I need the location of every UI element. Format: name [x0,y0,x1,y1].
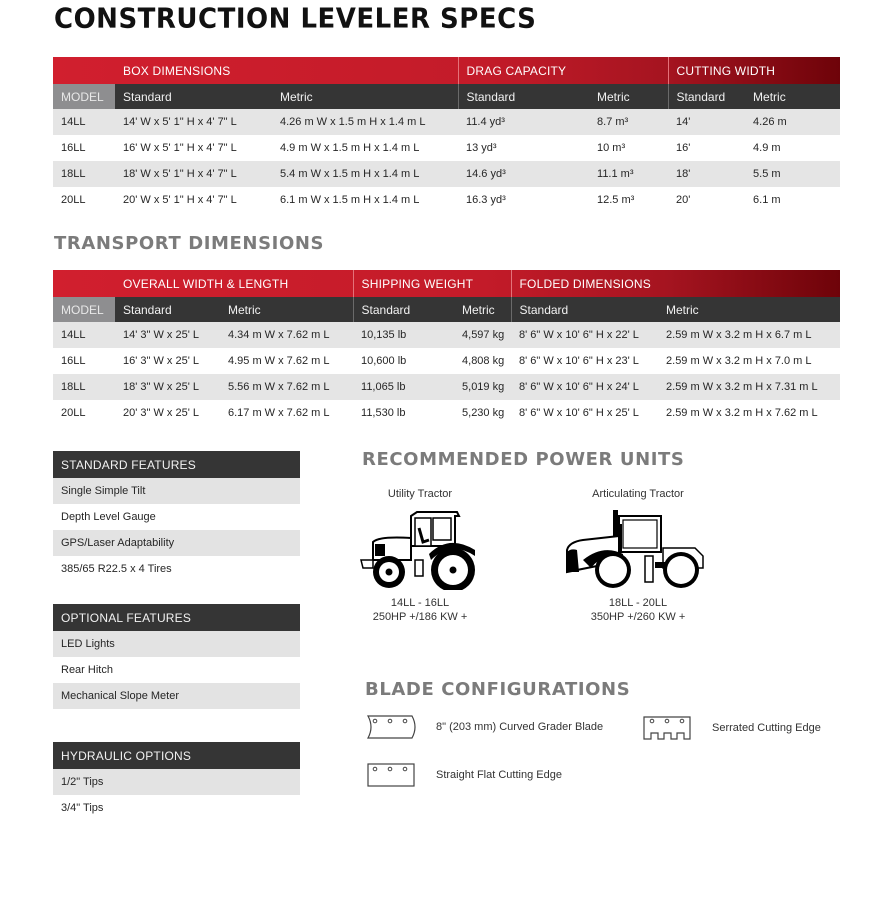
box-standard-cell: 16' W x 5' 1" H x 4' 7" L [123,142,237,154]
blade-label: 8" (203 mm) Curved Grader Blade [436,721,604,733]
drag-metric-cell: 8.7 m³ [589,109,668,135]
box-standard-cell: 18' W x 5' 1" H x 4' 7" L [115,161,272,187]
list-item: Single Simple Tilt [53,478,300,504]
fd-metric-cell: 2.59 m W x 3.2 m H x 7.0 m L [666,355,812,367]
col-drag-metric: Metric [589,84,668,109]
power-unit-power: 250HP +/186 KW + [372,611,468,623]
table-row [53,374,840,400]
sw-standard-cell: 11,530 lb [361,407,406,419]
box-metric-cell: 4.9 m W x 1.5 m H x 1.4 m L [280,142,420,154]
group-shipping-weight: SHIPPING WEIGHT [353,270,511,297]
fd-metric-cell: 2.59 m W x 3.2 m H x 7.31 m L [658,374,840,400]
blade-item-straight [366,762,562,788]
standard-features-box [53,451,300,582]
model-cell: 20LL [61,194,86,206]
sw-standard-cell: 10,135 lb [353,322,454,348]
blade-label: Serrated Cutting Edge [712,722,821,734]
list-item: Rear Hitch [61,664,113,676]
drag-standard-cell: 13 yd³ [466,142,497,154]
fd-metric-cell: 2.59 m W x 3.2 m H x 7.62 m L [666,407,818,419]
box-metric-cell: 4.26 m W x 1.5 m H x 1.4 m L [272,109,458,135]
list-item: GPS/Laser Adaptability [53,530,300,556]
blade-label: Straight Flat Cutting Edge [436,769,562,781]
ow-metric-cell: 5.56 m W x 7.62 m L [220,374,353,400]
power-unit-utility [355,488,485,624]
ow-standard-cell: 20' 3" W x 25' L [123,407,199,419]
table-row [53,348,840,374]
group-overall-width-length: OVERALL WIDTH & LENGTH [123,276,289,291]
table-row [53,400,840,426]
utility-tractor-icon [359,508,481,590]
articulating-tractor-icon [563,508,713,590]
fd-standard-cell: 8' 6" W x 10' 6" H x 24' L [511,374,658,400]
ow-metric-cell: 6.17 m W x 7.62 m L [228,407,330,419]
serrated-edge-icon [642,715,692,741]
ow-standard-cell: 16' 3" W x 25' L [123,355,199,367]
power-unit-articulating [568,488,708,624]
blade-configurations-title: BLADE CONFIGURATIONS [365,679,631,700]
group-cutting-width: CUTTING WIDTH [668,57,840,84]
list-item: Depth Level Gauge [61,511,156,523]
box-standard-cell: 14' W x 5' 1" H x 4' 7" L [115,109,272,135]
col-fd-standard: Standard [511,297,658,322]
blade-item-curved [366,714,603,740]
col-cut-metric: Metric [745,84,840,109]
table-row [53,322,840,348]
model-cell: 16LL [61,355,86,367]
col-box-metric: Metric [272,84,458,109]
drag-standard-cell: 14.6 yd³ [458,161,589,187]
ow-standard-cell: 18' 3" W x 25' L [115,374,220,400]
model-cell: 18LL [53,374,115,400]
power-unit-power: 350HP +/260 KW + [590,611,686,623]
col-ow-standard: Standard [115,297,220,322]
model-cell: 14LL [53,109,115,135]
model-cell: 20LL [61,407,86,419]
cut-metric-cell: 6.1 m [753,194,781,206]
drag-standard-cell: 11.4 yd³ [458,109,589,135]
fd-metric-cell: 2.59 m W x 3.2 m H x 6.7 m L [658,322,840,348]
list-item: LED Lights [53,631,300,657]
standard-features-title: STANDARD FEATURES [53,451,300,478]
sw-metric-cell: 5,230 kg [462,407,505,419]
table-row [53,161,840,187]
col-box-standard: Standard [115,84,272,109]
col-sw-standard: Standard [353,297,454,322]
fd-standard-cell: 8' 6" W x 10' 6" H x 22' L [511,322,658,348]
group-drag-capacity: DRAG CAPACITY [458,57,668,84]
drag-metric-cell: 11.1 m³ [589,161,668,187]
cut-metric-cell: 5.5 m [745,161,840,187]
fd-standard-cell: 8' 6" W x 10' 6" H x 23' L [519,355,639,367]
model-cell: 18LL [53,161,115,187]
hydraulic-options-title: HYDRAULIC OPTIONS [53,742,300,769]
power-unit-name: Articulating Tractor [592,488,684,500]
col-ow-metric: Metric [220,297,353,322]
cut-standard-cell: 14' [668,109,745,135]
drag-standard-cell: 16.3 yd³ [466,194,506,206]
list-item: 3/4" Tips [61,802,104,814]
optional-features-title: OPTIONAL FEATURES [53,604,300,631]
col-cut-standard: Standard [668,84,745,109]
blade-item-serrated [642,715,821,741]
col-model: MODEL [53,297,115,322]
group-folded-dimensions: FOLDED DIMENSIONS [511,270,840,297]
sw-metric-cell: 5,019 kg [454,374,511,400]
cut-standard-cell: 18' [668,161,745,187]
sw-metric-cell: 4,808 kg [462,355,505,367]
model-cell: 14LL [53,322,115,348]
col-fd-metric: Metric [658,297,840,322]
box-metric-cell: 5.4 m W x 1.5 m H x 1.4 m L [272,161,458,187]
specs-table [53,57,840,213]
table-row [53,187,840,213]
list-item: Mechanical Slope Meter [53,683,300,709]
page-title: CONSTRUCTION LEVELER SPECS [54,3,537,35]
group-box-dimensions: BOX DIMENSIONS [123,63,231,78]
table-row [53,109,840,135]
sw-standard-cell: 11,065 lb [353,374,454,400]
cut-standard-cell: 20' [676,194,691,206]
cut-standard-cell: 16' [676,142,691,154]
col-sw-metric: Metric [454,297,511,322]
optional-features-box [53,604,300,709]
cut-metric-cell: 4.26 m [745,109,840,135]
drag-metric-cell: 10 m³ [597,142,626,154]
table-row [53,135,840,161]
box-metric-cell: 6.1 m W x 1.5 m H x 1.4 m L [280,194,420,206]
curved-blade-icon [366,714,416,740]
sw-standard-cell: 10,600 lb [361,355,407,367]
fd-standard-cell: 8' 6" W x 10' 6" H x 25' L [519,407,639,419]
col-model: MODEL [53,84,115,109]
power-units-title: RECOMMENDED POWER UNITS [362,449,685,470]
list-item: 1/2" Tips [53,769,300,795]
power-unit-name: Utility Tractor [387,488,453,500]
ow-standard-cell: 14' 3" W x 25' L [115,322,220,348]
straight-edge-icon [366,762,416,788]
box-standard-cell: 20' W x 5' 1" H x 4' 7" L [123,194,237,206]
power-unit-models: 14LL - 16LL [390,597,450,609]
col-drag-standard: Standard [458,84,589,109]
sw-metric-cell: 4,597 kg [454,322,511,348]
drag-metric-cell: 12.5 m³ [597,194,635,206]
ow-metric-cell: 4.95 m W x 7.62 m L [228,355,330,367]
power-unit-models: 18LL - 20LL [608,597,668,609]
transport-title: TRANSPORT DIMENSIONS [54,233,325,254]
list-item: 385/65 R22.5 x 4 Tires [61,563,172,575]
ow-metric-cell: 4.34 m W x 7.62 m L [220,322,353,348]
hydraulic-options-box [53,742,300,821]
transport-table [53,270,840,426]
cut-metric-cell: 4.9 m [753,142,781,154]
model-cell: 16LL [61,142,86,154]
